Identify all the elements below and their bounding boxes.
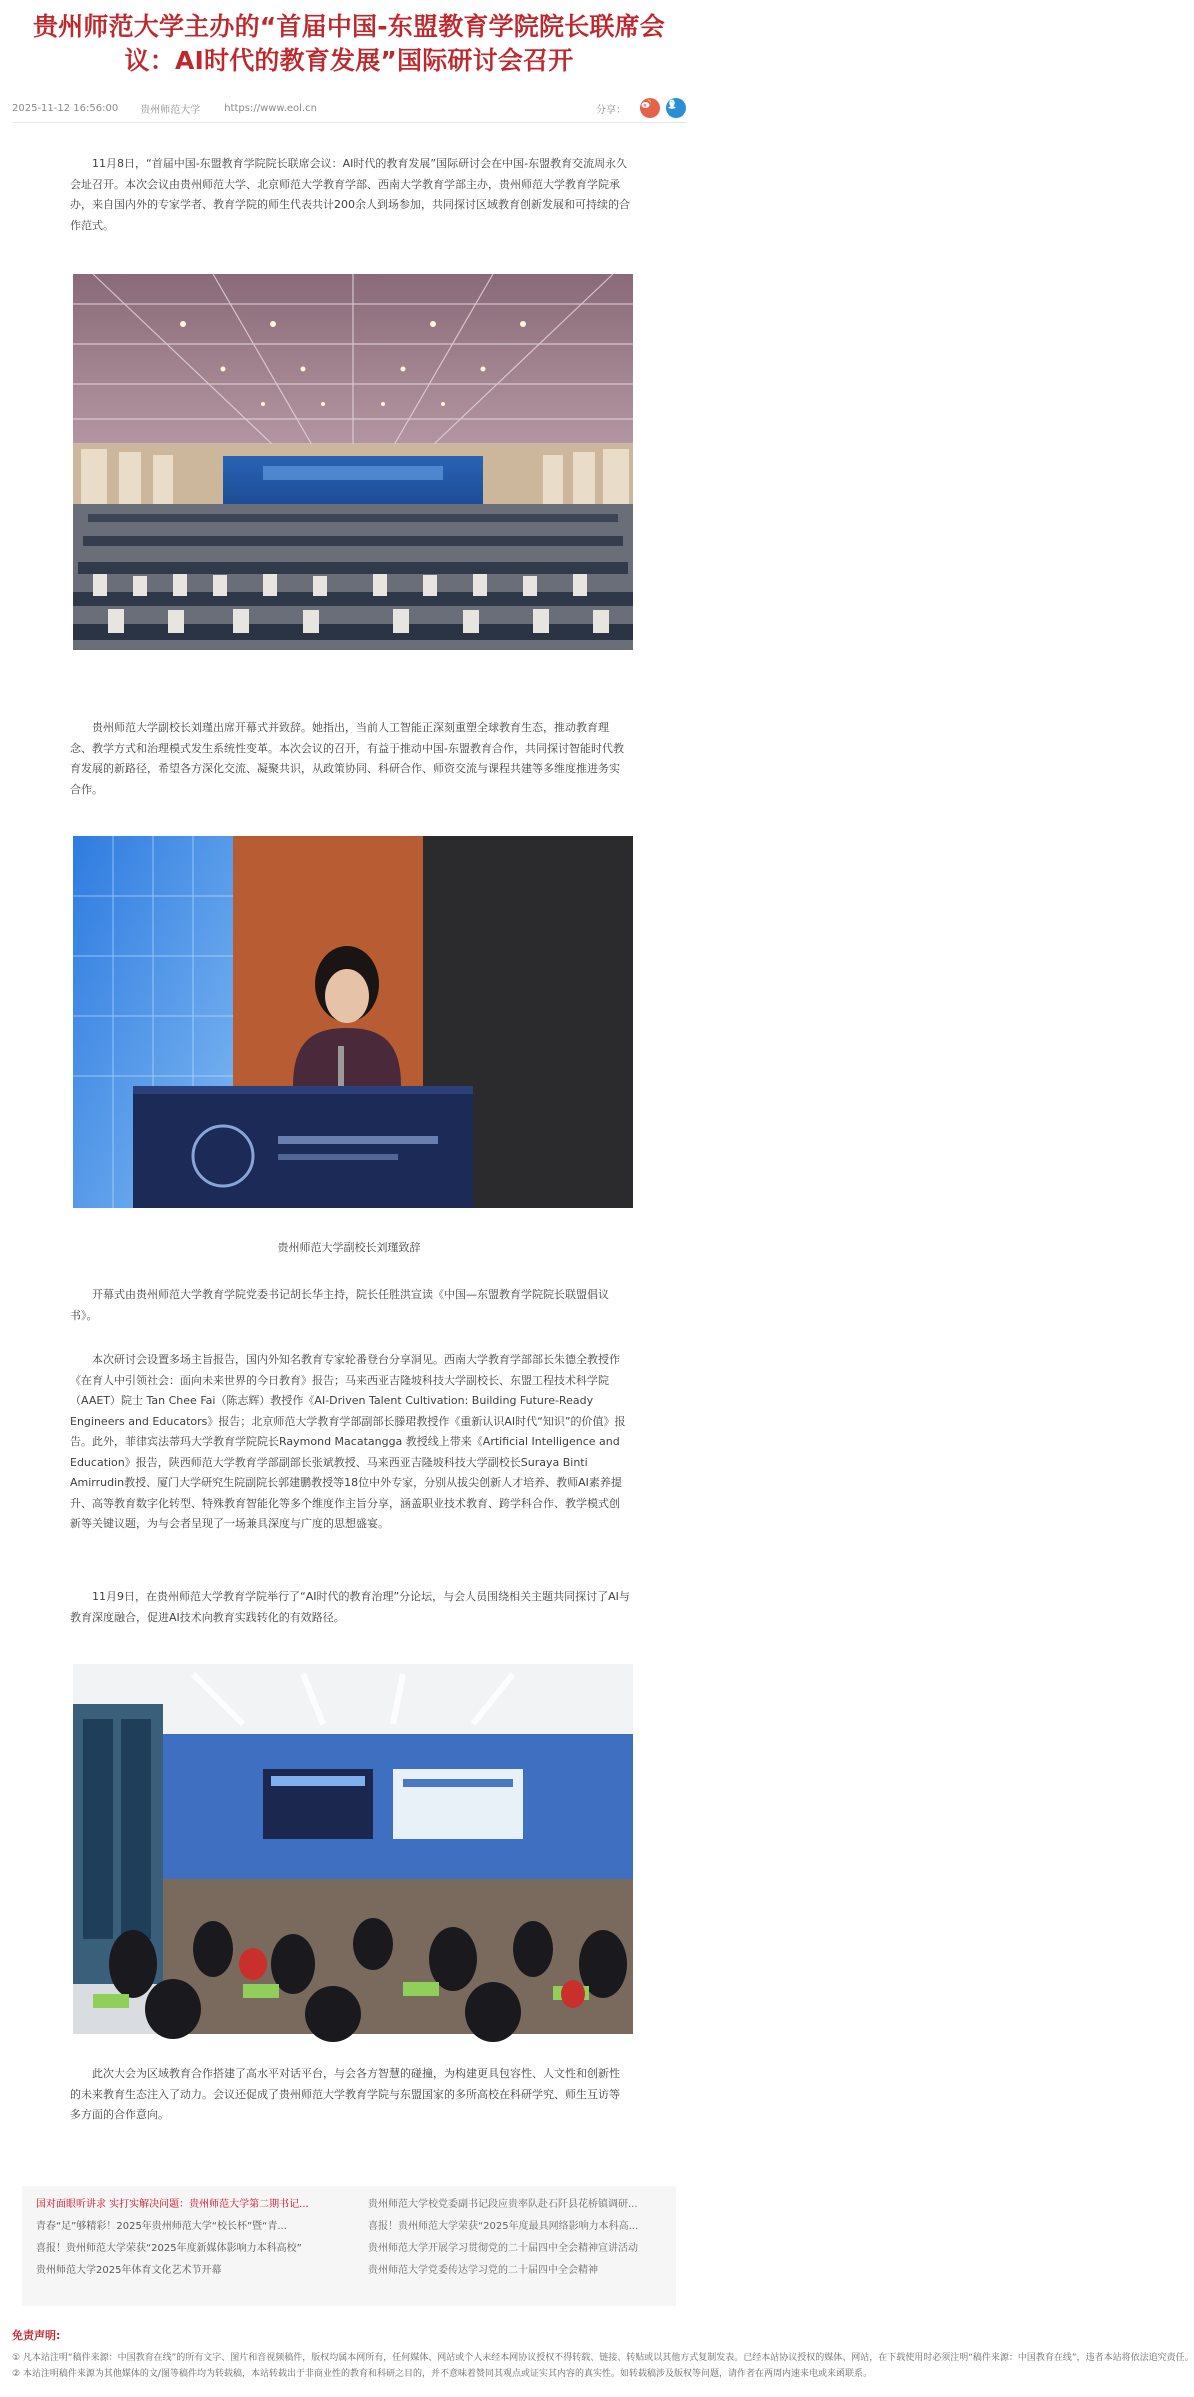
share-label: 分享： [596, 104, 626, 116]
disclaimer-line: ① 凡本站注明“稿件来源：中国教育在线”的所有文字、图片和音视频稿件，版权均属本网所有，任何媒体、网站或个人未经本网协议授权不得转载、链接、转贴或以其他方式复制发表。已经本站协议授权的媒体、网站，在下载使用时必须注明“稿件来源：中国教育在线”，违者本站将依法追究责任。 [12, 2353, 1194, 2363]
paragraph-intro: 11月8日，“首届中国-东盟教育学院院长联席会议：AI时代的教育发展”国际研讨会在中国-东盟教育交流周永久会址召开。本次会议由贵州师范大学、北京师范大学教育学部、西南大学教育学部主办，贵州师范大学教育学院承办，来自国内外的专家学者、教育学院的师生代表共计200余人到场参加，共同探讨区域教育创新发展和可持续的合作范式。 [70, 157, 630, 232]
paragraph-sub-forum: 11月9日，在贵州师范大学教育学院举行了“AI时代的教育治理”分论坛，与会人员围绕相关主题共同探讨了AI与教育深度融合，促进AI技术向教育实践转化的有效路径。 [70, 1590, 630, 1624]
disclaimer [12, 2328, 1194, 2382]
related-link[interactable]: 国对面眼听讲求 实打实解决问题：贵州师范大学第二期书记... [36, 2199, 309, 2210]
disclaimer-title: 免责声明: [12, 2329, 61, 2342]
source-url[interactable]: https://www.eol.cn [224, 102, 317, 114]
weibo-icon[interactable] [640, 98, 660, 118]
related-link[interactable]: 贵州师范大学校党委副书记段应贵率队赴石阡县花桥镇调研... [368, 2199, 638, 2210]
related-link[interactable]: 贵州师范大学开展学习贯彻党的二十届四中全会精神宣讲活动 [368, 2243, 638, 2254]
related-link[interactable]: 青春“足”够精彩！2025年贵州师范大学“校长杯”暨“青... [36, 2221, 287, 2232]
photo-caption: 贵州师范大学副校长刘瑾致辞 [277, 1241, 421, 1254]
related-link[interactable]: 喜报！贵州师范大学荣获“2025年度最具网络影响力本科高... [368, 2221, 639, 2232]
publish-datetime: 2025-11-12 16:56:00 [12, 102, 119, 114]
paragraph-vice-president-speech: 贵州师范大学副校长刘瑾出席开幕式并致辞。她指出，当前人工智能正深刻重塑全球教育生态，推动教育理念、教学方式和治理模式发生系统性变革。本次会议的召开，有益于推动中国-东盟教育合作，共同探讨智能时代教育发展的新路径，希望各方深化交流、凝聚共识，从政策协同、科研合作、师资交流与课程共建等多维度推进务实合作。 [70, 721, 624, 796]
conference-hall-photo [73, 274, 633, 650]
article-meta [12, 94, 686, 123]
article-title: 贵州师范大学主办的“首届中国-东盟教育学院院长联席会议：AI时代的教育发展”国际研讨会召开 [32, 12, 665, 75]
disclaimer-line: ② 本站注明稿件来源为其他媒体的文/图等稿件均为转载稿，本站转载出于非商业性的教育和科研之目的，并不意味着赞同其观点或证实其内容的真实性。如转载稿涉及版权等问题，请作者在两周内速来电或来函联系。 [12, 2369, 872, 2379]
paragraph-opening-ceremony: 开幕式由贵州师范大学教育学院党委书记胡长华主持，院长任胜洪宣读《中国—东盟教育学院院长联盟倡议书》。 [70, 1288, 609, 1322]
article-source[interactable]: 贵州师范大学 [140, 104, 201, 116]
related-news-right-column [368, 2194, 683, 2282]
related-link[interactable]: 喜报！贵州师范大学荣获“2025年度新媒体影响力本科高校” [36, 2243, 302, 2254]
paragraph-conclusion: 此次大会为区域教育合作搭建了高水平对话平台，与会各方智慧的碰撞，为构建更具包容性、人文性和创新性的未来教育生态注入了动力。会议还促成了贵州师范大学教育学院与东盟国家的多所高校在科研学究、师生互访等多方面的合作意向。 [70, 2067, 620, 2121]
qq-icon[interactable] [666, 98, 686, 118]
related-link[interactable]: 贵州师范大学2025年体育文化艺术节开幕 [36, 2265, 222, 2276]
sub-forum-classroom-photo [73, 1664, 633, 2034]
related-news-left-column [36, 2194, 351, 2282]
speaker-at-podium-photo [73, 836, 633, 1208]
related-link[interactable]: 贵州师范大学党委传达学习党的二十届四中全会精神 [368, 2265, 598, 2276]
related-news [22, 2186, 676, 2306]
paragraph-keynote-reports: 本次研讨会设置多场主旨报告，国内外知名教育专家轮番登台分享洞见。西南大学教育学部部长朱德全教授作《在育人中引领社会：面向未来世界的今日教育》报告；马来西亚吉隆坡科技大学副校长、东盟工程技术科学院（AAET）院士 Tan Chee Fai（陈志辉）教授作《AI-Driven Talent Cultivation: Building Future-Ready Engineers and Educators》报告；北京师范大学教育学部副部长滕珺教授作《重新认识AI时代“知识”的价值》报告。此外，菲律宾法蒂玛大学教育学院院长Raymond Macatangga 教授线上带来《Artificial Intelligence and Education》报告，陕西师范大学教育学部副部长张斌教授、马来西亚吉隆坡科技大学副校长Suraya Binti Amirrudin教授、厦门大学研究生院副院长郭建鹏教授等18位中外专家，分别从拔尖创新人才培养、教师AI素养提升、高等教育数字化转型、特殊教育智能化等多个维度作主旨分享，涵盖职业技术教育、跨学科合作、教学模式创新等关键议题，为与会者呈现了一场兼具深度与广度的思想盛宴。 [70, 1353, 626, 1530]
